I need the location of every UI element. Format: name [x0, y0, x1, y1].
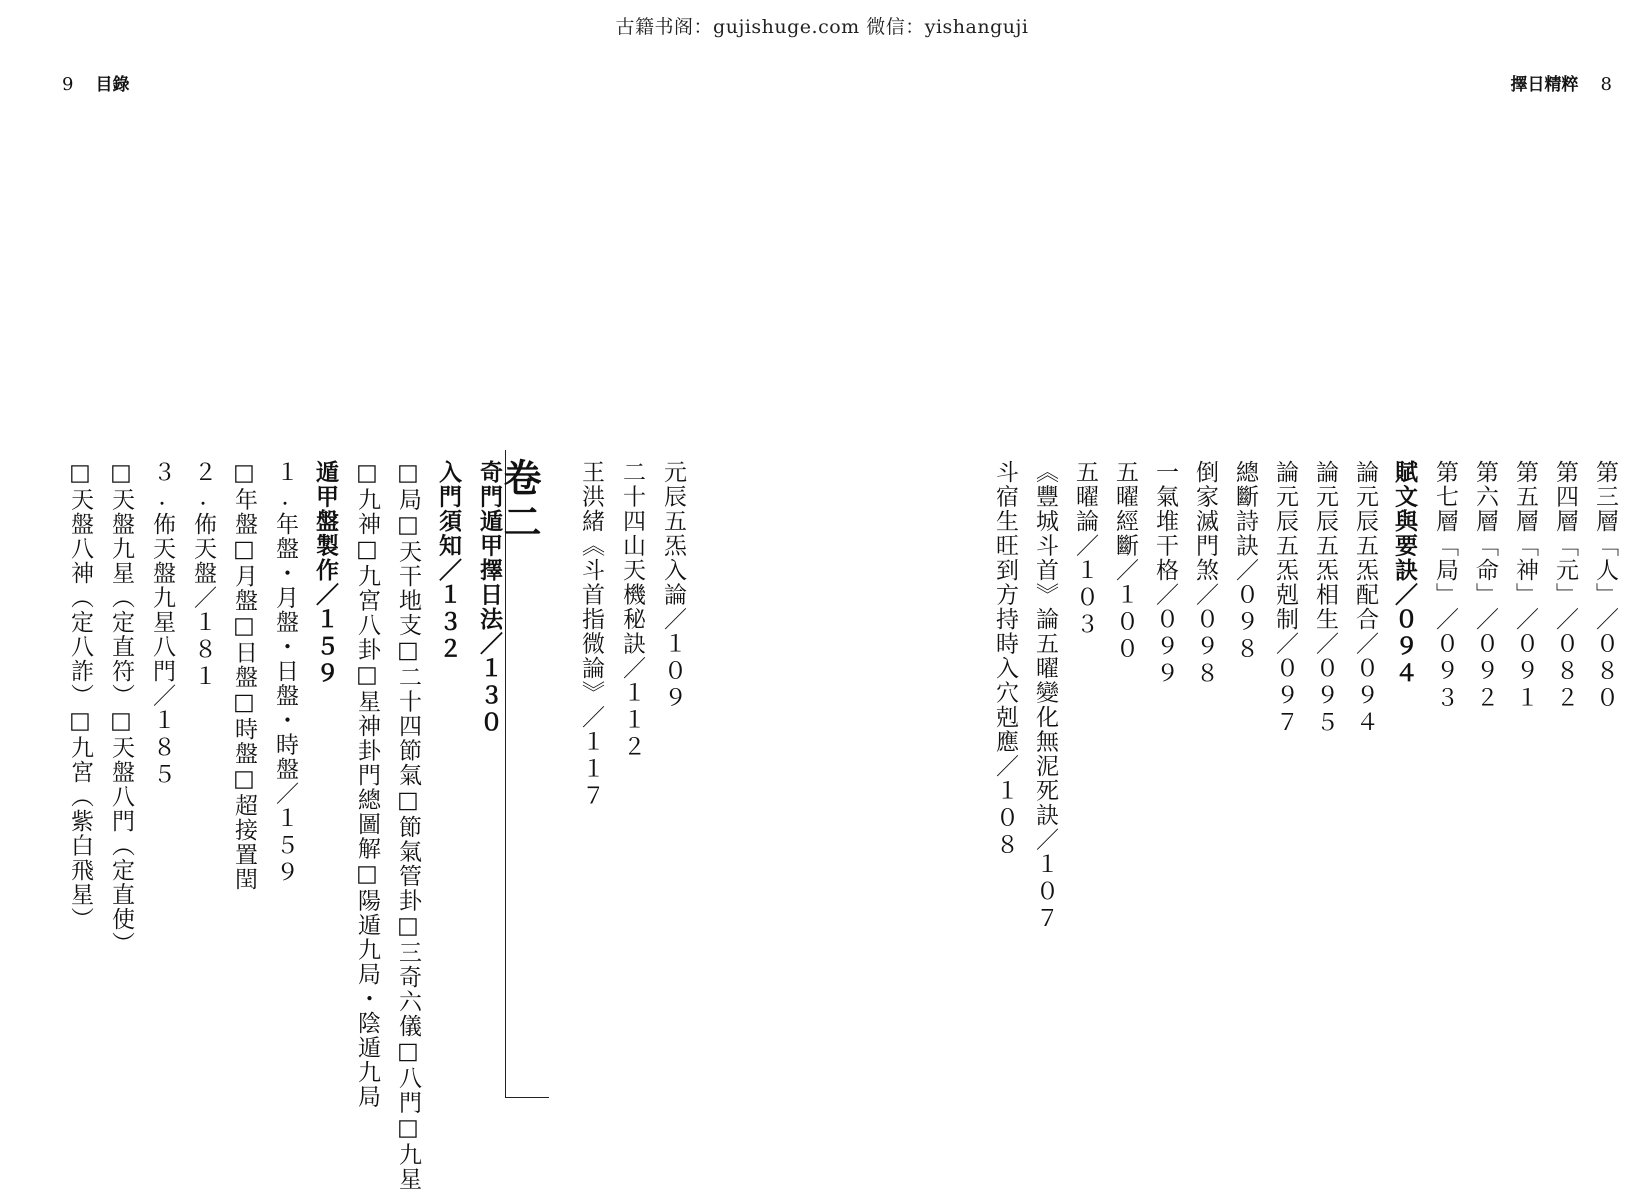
toc-entry-page: ０９８	[1192, 607, 1218, 688]
toc-entry-title: 《豐城斗首》論五曜變化無泥死訣／	[1032, 460, 1058, 852]
toc-entry	[1097, 460, 1136, 664]
toc-entry	[1417, 460, 1456, 713]
toc-entry	[1177, 460, 1216, 688]
toc-entry	[1017, 460, 1056, 933]
toc-entry-title: 總斷詩訣／	[1232, 460, 1258, 583]
toc-entry-page: ０９５	[1312, 656, 1338, 737]
toc-entry-title: 奇門遁甲擇日法／	[476, 460, 503, 656]
toc-entry-title: 論元辰五炁剋制／	[1272, 460, 1298, 656]
left-entries-before-volume	[561, 460, 684, 811]
toc-entry-page: ０９１	[1512, 631, 1538, 713]
toc-entry	[1217, 460, 1256, 664]
toc-entry-title: 遁甲盤製作／	[312, 460, 339, 607]
toc-entry-page: ０９４	[1391, 607, 1418, 688]
toc-entry	[420, 460, 460, 1192]
right-page-number: 8	[1600, 74, 1612, 95]
toc-entry-page: ０９８	[1232, 582, 1258, 664]
toc-entry-title: □天盤九星（定直符）□天盤八門（定直使）	[108, 460, 134, 956]
toc-entry-title: 論元辰五炁配合／	[1352, 460, 1378, 656]
toc-entry-page: １０９	[660, 631, 686, 713]
toc-entry	[644, 460, 684, 811]
toc-entry-title: １.年盤・月盤・日盤・時盤／	[272, 460, 298, 806]
toc-entry-page: ０９９	[1152, 607, 1178, 688]
left-page-header	[62, 70, 129, 95]
left-page-toc	[67, 458, 686, 1192]
toc-entry-title: □局□天干地支□二十四節氣□節氣管卦□三奇六儀□八門□九星	[395, 460, 421, 1192]
left-entries-after-volume	[50, 460, 501, 1192]
toc-entry	[379, 460, 419, 1192]
toc-entry	[174, 460, 214, 1192]
left-page-number: 9	[62, 74, 74, 95]
toc-entry	[1457, 460, 1496, 713]
right-page-toc	[976, 460, 1616, 1180]
toc-entry-title: 第四層「元」／	[1552, 460, 1578, 632]
toc-entry	[562, 460, 602, 811]
toc-entry-title: 第七層「局」／	[1432, 460, 1458, 632]
toc-entry-page: １３２	[435, 582, 462, 664]
toc-entry-page: １０７	[1032, 852, 1058, 933]
volume-heading	[497, 450, 549, 1098]
volume-heading-text: 卷二	[497, 458, 542, 546]
toc-entry-title: □九神□九宮八卦□星神卦門總圖解□陽遁九局・陰遁九局	[354, 460, 380, 1109]
toc-entry-page: １００	[1112, 582, 1138, 664]
toc-entry-page: １０８	[992, 778, 1018, 860]
toc-entry-title: 斗宿生旺到方持時入穴剋應／	[992, 460, 1018, 779]
toc-entry	[1137, 460, 1176, 688]
toc-entry-page: ０９７	[1272, 656, 1298, 737]
toc-entry-page: １１２	[619, 680, 645, 762]
toc-entry-title: ３.佈天盤九星八門／	[149, 460, 175, 708]
toc-entry-title: ２.佈天盤／	[190, 460, 216, 610]
toc-entry	[461, 460, 501, 1192]
toc-entry	[1337, 460, 1376, 737]
toc-entry-title: 第三層「人」／	[1592, 460, 1618, 632]
toc-entry-title: 第六層「命」／	[1472, 460, 1498, 632]
toc-entry	[338, 460, 378, 1192]
toc-entry	[1577, 460, 1616, 713]
toc-entry	[1057, 460, 1096, 639]
toc-entry-title: 五曜論／	[1072, 460, 1098, 558]
toc-entry	[1377, 460, 1416, 688]
toc-entry-page: １０３	[1072, 558, 1098, 639]
toc-entry-title: □天盤八神（定八詐）□九宮（紫白飛星）	[67, 460, 93, 932]
toc-entry-title: 元辰五炁入論／	[660, 460, 686, 632]
toc-entry-title: 入門須知／	[435, 460, 462, 583]
watermark: 古籍书阁：gujishuge.com 微信：yishanguji	[615, 16, 1029, 38]
left-page-title: 目錄	[95, 75, 130, 95]
toc-entry-page: １８５	[149, 708, 175, 789]
toc-entry-title: 一氣堆干格／	[1152, 460, 1178, 607]
toc-entry-title: 王洪緒《斗首指微論》／	[578, 460, 604, 730]
toc-entry-page: ０８０	[1592, 631, 1618, 713]
toc-entry-title: 第五層「神」／	[1512, 460, 1538, 632]
toc-entry	[256, 460, 296, 1192]
toc-entry-page: ０９３	[1432, 631, 1458, 713]
toc-entry-title: 論元辰五炁相生／	[1312, 460, 1338, 656]
toc-entry	[133, 460, 173, 1192]
toc-entry	[92, 460, 132, 1192]
toc-entry	[51, 460, 91, 1192]
toc-entry	[977, 460, 1016, 860]
toc-entry-title: 二十四山天機秘訣／	[619, 460, 645, 681]
right-page-title: 擇日精粹	[1510, 75, 1579, 95]
toc-entry	[1297, 460, 1336, 737]
toc-entry-page: １１７	[578, 729, 604, 811]
toc-entry-title: 倒家滅門煞／	[1192, 460, 1218, 607]
toc-entry-page: １５９	[272, 806, 298, 887]
toc-entry-page: ０９４	[1352, 656, 1378, 737]
toc-entry	[215, 460, 255, 1192]
toc-entry-page: ０８２	[1552, 631, 1578, 713]
toc-entry	[603, 460, 643, 811]
right-page-header	[1511, 70, 1612, 95]
toc-entry-page: １５９	[312, 607, 339, 688]
toc-entry	[1497, 460, 1536, 713]
toc-entry-title: 五曜經斷／	[1112, 460, 1138, 583]
toc-entry-title: □年盤□月盤□日盤□時盤□超接置閏	[231, 460, 257, 892]
toc-entry	[297, 460, 337, 1192]
toc-entry	[1537, 460, 1576, 713]
toc-entry-title: 賦文與要訣／	[1391, 460, 1418, 607]
toc-entry-page: １３０	[476, 656, 503, 737]
toc-entry	[1257, 460, 1296, 737]
toc-entry-page: １８１	[190, 610, 216, 691]
toc-entry-page: ０９２	[1472, 631, 1498, 713]
